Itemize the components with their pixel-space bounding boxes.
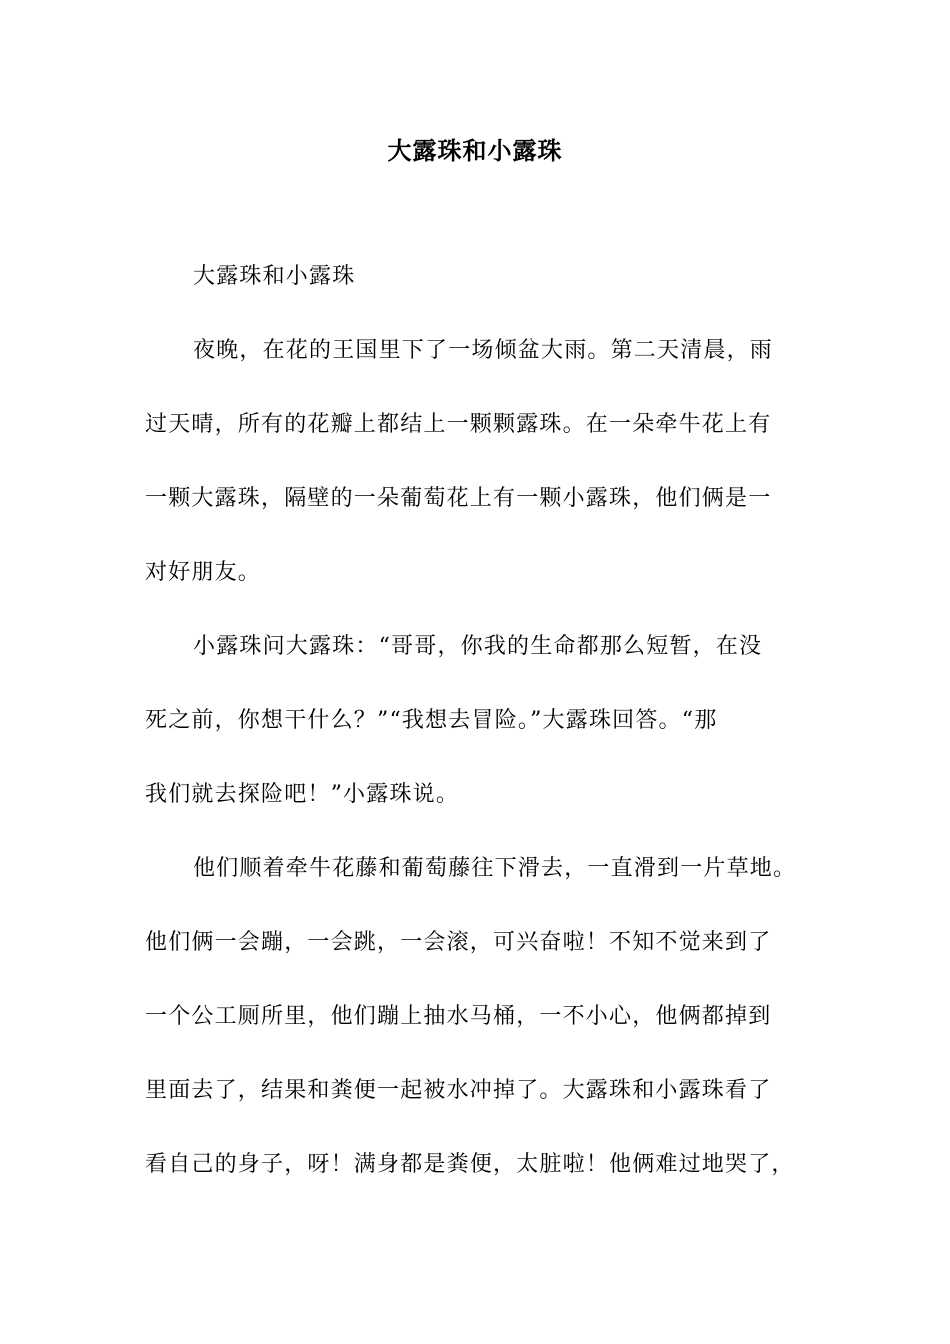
paragraph-line: 小露珠问大露珠：“哥哥，你我的生命都那么短暂，在没 [193,634,763,659]
paragraph-line: 死之前，你想干什么？”“我想去冒险。”大露珠回答。“那 [145,708,718,733]
paragraph-line: 他们顺着牵牛花藤和葡萄藤往下滑去，一直滑到一片草地。 [193,856,797,881]
paragraph-line: 过天晴，所有的花瓣上都结上一颗颗露珠。在一朵牵牛花上有 [145,412,772,437]
document-title: 大露珠和小露珠 [387,136,563,165]
paragraph-line: 里面去了，结果和粪便一起被水冲掉了。大露珠和小露珠看了 [145,1078,772,1103]
paragraph-line: 我们就去探险吧！”小露珠说。 [145,782,460,807]
paragraph-line: 他们俩一会蹦，一会跳，一会滚，可兴奋啦！不知不觉来到了 [145,930,772,955]
paragraph-line: 看自己的身子，呀！满身都是粪便，太脏啦！他俩难过地哭了， [145,1152,795,1177]
paragraph-line: 夜晚，在花的王国里下了一场倾盆大雨。第二天清晨，雨 [193,338,774,363]
document-body [145,258,805,1220]
subtitle-line: 大露珠和小露珠 [193,264,356,289]
paragraph-line: 对好朋友。 [145,560,262,585]
paragraph-line: 一个公工厕所里，他们蹦上抽水马桶，一不小心，他俩都掉到 [145,1004,772,1029]
paragraph-line: 一颗大露珠，隔壁的一朵葡萄花上有一颗小露珠，他们俩是一 [145,486,772,511]
